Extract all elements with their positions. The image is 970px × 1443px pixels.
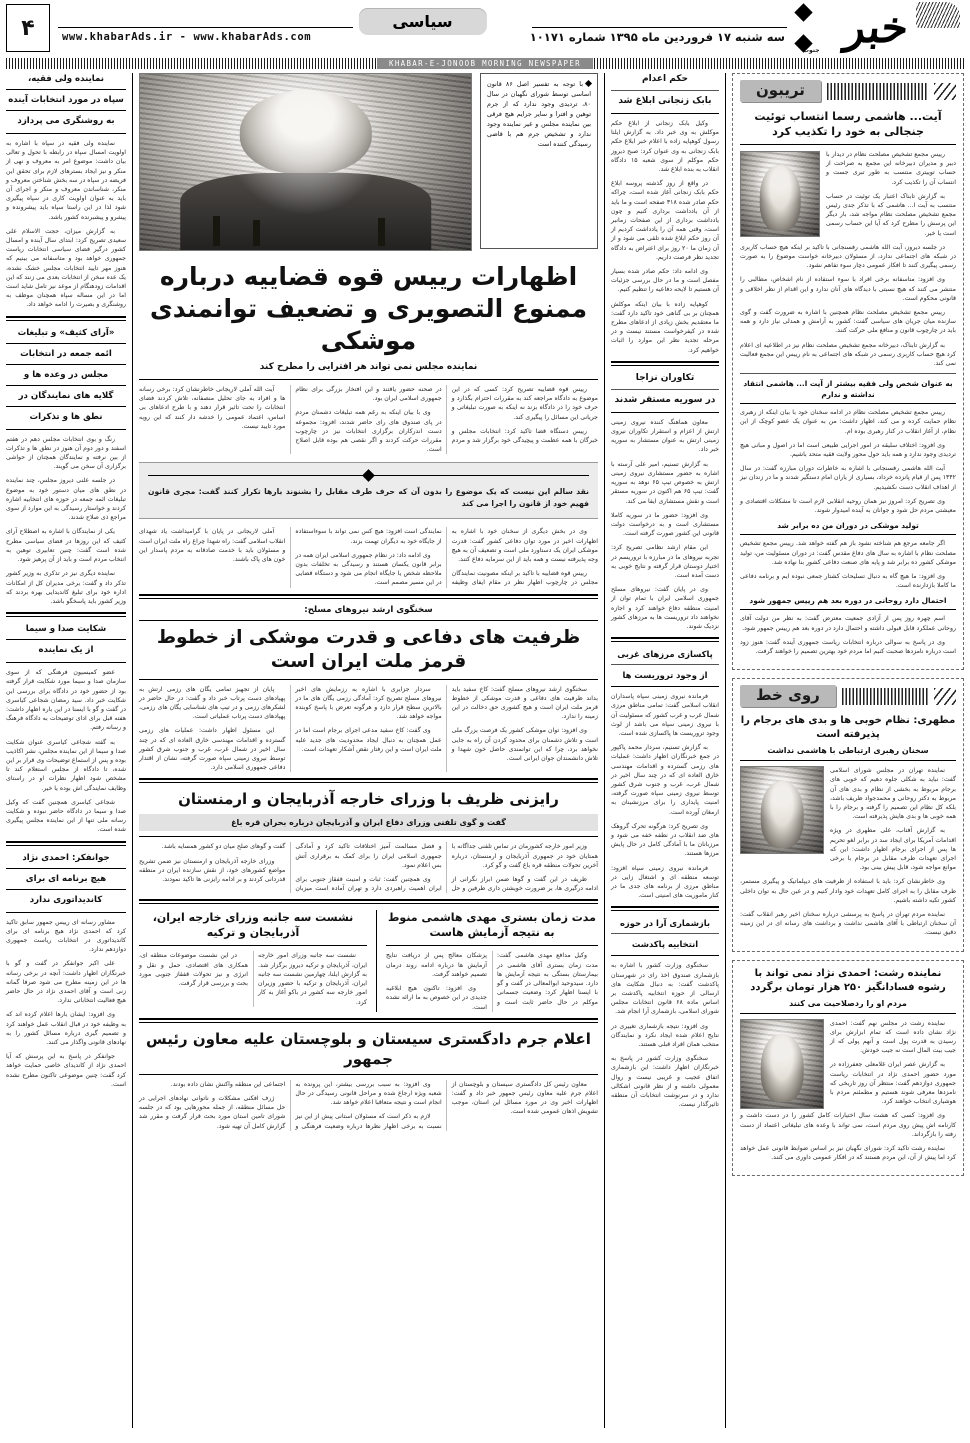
recount-body [611,961,719,1109]
paragraph: وزیر امور خارجه کشورمان در تماس تلفنی جداگانه با همتایان خود در جمهوری آذربایجان و ارمنستان، درباره آخرین تحولات منطقه قره باغ گفت و گو کرد. [451,843,598,869]
paragraph: وی تصریح کرد: امروز نیز همان روحیه انقلابی لازم است تا مشکلات اقتصادی و معیشتی مردم حل شود و جوانان به آینده امیدوار شوند. [740,497,956,515]
paragraph: رییس مجمع تشخیص مصلحت نظام در دیدار با دبیر و مدیران دبیرخانه این مجمع به صراحت از حساب توییتری منتسب به طور تبری جست و انتساب آن را تکذیب کرد. [826,151,956,186]
news-brief [611,648,719,900]
paragraph: این مقام ارشد نظامی تصریح کرد: تجربه نیروهای ما در مبارزه با تروریسم در اختیار دوستان قرار گرفته و نتایج خوبی به دست آمده است. [611,544,719,579]
left-sidebar [6,73,126,1428]
paragraph: نماینده تهران در مجلس شورای اسلامی گفت: نباید به شکلی جلوه دهیم که خوبی های برجام مربوط به بخشی از نظام و بدی های آن مربوط به دکتر روحانی و محمدجواد ظریف باشد، بلکه کل نظام این تصمیم را گرفته و برجام را با همه خوبی ها و بدی هایش پذیرفته است. [830,767,956,821]
javanfekr-title-3[interactable]: کاندیداتوری ندارد [29,894,103,905]
paragraph: وزرای خارجه آذربایجان و ارمنستان نیز ضمن تشریح مواضع کشورهای خود، از نقش سازنده ایران در منطقه قدردانی کردند و بر ادامه رایزنی ها تاکید نمودند. [139,857,286,884]
dirty-votes-title-1[interactable]: «آرای کثیف» و تبلیغات [6,327,126,344]
tribune-sub1-title[interactable]: به عنوان شخص ولی فقیه بیشتر از آیت ا... هاشمی انتقاد نداشته و ندارم [740,378,956,404]
paragraph: ژرف افکنی مشکلات و ناتوانی نهادهای اجرایی در حل مسائل منطقه، از جمله محورهایی بود که در جلسه شورای تامین استان مورد بحث قرار گرفت و مقرر شد گزارش کامل آن تهیه شود. [139,1094,286,1130]
paragraph: کوهپایه زاده با بیان اینکه موکلش همچنان بر بی گناهی خود تاکید دارد گفت: ما معتقدیم بخش زیادی از ادعاهای مطرح شده در کیفرخواست مستند نیست و در مرحله تجدید نظر این موارد را اثبات خواهیم کرد. [611,300,719,354]
tribune-body [826,150,956,243]
main-content-column [139,73,598,1428]
paragraph: به گزارش آفتاب، علی مطهری در ویژه اقدامات آمریکا برای ایجاد سد در برابر لغو تحریم ها پس از اجرای برجام اظهار داشت: این که اجرای تعهدات طرف مقابل در برجام با برخی موانع مواجه شود، قابل پیش بینی بود. [830,827,956,872]
band-label: KHABAR-E-JONOOB MORNING NEWSPAPER [377,58,593,69]
paragraph: در جلسه دیروز، آیت الله هاشمی رفسنجانی با تاکید بر اینکه هیچ حساب کاربری در شبکه های اجتماعی ندارد، از مسئولان دبیرخانه خواست موضوع را به صورت رسمی پیگیری کنند تا افکار عمومی دچار سوء تفاهم نشود. [740,243,956,270]
motahari-headline[interactable]: مطهری: نظام خوبی ها و بدی های برجام را پذیرفته است [740,715,956,741]
divider [6,429,126,430]
divider [6,316,126,321]
paragraph: معاون رئیس کل دادگستری سیستان و بلوچستان از اعلام جرم علیه معاون رئیس جمهور خبر داد و گفت: اظهارات اخیر وی در مورد مسائل این استان، موجب تشویش اذهان عمومی شده است. [451,1080,598,1116]
rasht-portrait-photo [740,1019,824,1109]
paragraph: عضو کمیسیون فرهنگی که از سوی سازمان صدا و سیما مورد شکایت قرار گرفته بود از حضور خود در دادگاه برای بررسی این شکایت خبر داد. سید رمضان شجاعی کیاسری در گفت و گو با ایسنا در این باره اظهار داشت: هفته قبل برای ادای توضیحات به دادگاه فرهنگ و رسانه رفتم. [6,669,126,732]
masthead [6,0,964,56]
page-number: ۴ [6,4,50,52]
dirty-votes-title-4[interactable]: گلایه های نمایندگان در [6,390,126,407]
justice-headline[interactable]: اعلام جرم دادگستری سیستان و بلوچستان علیه معاون رئیس جمهور [146,1029,591,1068]
paragraph: اسم چهره روز پس از آزادی جمعیت معترض گفت: به نظر من دولت آقای روحانی عملکرد قابل قبولی داشته و احتمال دارد در دوره بعد هم رییس جمهور شود. [740,615,956,632]
divider [611,637,719,642]
zanjani-title-line2[interactable]: بابک زنجانی ابلاغ شد [618,96,712,106]
divider [611,664,719,665]
paragraph: وی افزود: متاسفانه برخی افراد با سوء استفاده از نام اشخاص، مطالبی را منتشر می کنند که هیچ نسبتی با دیدگاه های آنان ندارد و این اقدام از نظر اخلاقی و قانونی محکوم است. [740,276,956,302]
tribune-sub2-title[interactable]: تولید موشکی در دوران من ده برابر شد [740,520,956,535]
divider [611,906,719,911]
tribune-flag [740,80,956,102]
paragraph: به گزارش تسنیم، سردار محمد پاکپور در جمع خبرنگاران اظهار داشت: عملیات های رزمی گسترده و اقدامات مهندسی خارق العاده ای که در چند سال اخیر در شمال غرب، غرب و جنوب شرق کشور توسط نیروی زمینی سپاه صورت گرفته، امنیت پایداری را برای مرزنشینان به ارمغان آورده است. [611,744,719,816]
paragraph: وی افزود: اختلاف سلیقه در امور اجرایی طبیعی است اما در اصول و مبانی هیچ تردیدی وجود ندارد و همه باید حول محور ولایت فقیه متحد باشیم. [740,441,956,459]
news-brief [611,73,719,355]
newspaper-logo [789,0,964,56]
issue-date-line: سه شنبه ۱۷ فروردین ماه ۱۳۹۵ شماره ۱۰۱۷۱ [529,30,785,44]
left-item [6,327,126,606]
divider [139,620,598,621]
lead-body-bottom [139,527,598,587]
left-item [6,852,126,1089]
divider [139,899,598,904]
lead-photo [139,73,472,251]
takavaran-title-line2[interactable]: در سوریه مستقر شدند [614,394,716,405]
trilateral-body [139,951,367,1006]
paragraph: معاون هماهنگ کننده نیروی زمینی ارتش از اعزام و استقرار تکاوران نیروی زمینی ارتش به عنوان مستشار به سوریه خبر داد. [611,418,719,454]
lead-photo-caption [480,73,598,249]
takavaran-body [611,418,719,631]
zarif-subhead-strip [139,814,598,831]
divider [740,373,956,374]
dirty-votes-title-3[interactable]: مجلس در وعده ها و [6,369,126,386]
divider [611,686,719,687]
divider [6,612,126,617]
paragraph: این مسئول اظهار داشت: عملیات های رزمی گسترده و اقدامات مهندسی خارق العاده ای که در چند سال اخیر در شمال غرب، غرب و جنوب شرق کشور توسط نیروی زمینی سپاه صورت گرفته، نشان از اقتدار دفاعی جمهوری اسلامی دارد. [139,727,286,772]
paragraph: فرمانده نیروی زمینی سپاه افزود: توسعه منطقه ای و اشتغال زایی در مناطق مرزی از برنامه های جدی ما در کنار ماموریت های امنیتی است. [611,864,719,900]
paragraph: وی ادامه داد: حکم صادر شده بسیار مفصل است و ما در حال بررسی جزئیات آن هستیم تا لایحه دفاعیه را تنظیم کنیم. [611,268,719,294]
irib-complaint-body [6,668,126,834]
pullquote-diamond-icon [148,471,589,480]
divider [740,144,956,145]
paragraph: وی افزود: کسی که هشت سال اختیارات کامل کشور را در دست داشت و کارنامه اش پیش روی مردم است، نمی تواند با وعده های تبلیغاتی اعتماد از دست رفته را بازگرداند. [740,1112,956,1138]
divider [6,662,126,663]
recount-title-line2[interactable]: انتخابیه پاکدشت [631,939,699,950]
divider [139,594,598,599]
roye-khat-section [732,678,964,951]
lead-story [139,73,598,588]
divider [139,778,598,783]
javanfekr-body [6,918,126,1089]
recount-title-line1[interactable]: بازشماری آرا در حوزه [619,918,711,929]
justice-story [139,1029,598,1131]
motahari-portrait-photo [740,766,824,854]
paragraph: نماینده مردم تهران در پاسخ به پرسشی درباره سخنان اخیر رهبر انقلاب گفت: آن سخنان ارتباطی با آقای هاشمی نداشت و برداشت های رسانه ای در این زمینه دقیق نیست. [740,910,956,937]
paragraph: سردار جزایری با اشاره به رزمایش های اخیر نیروهای مسلح تصریح کرد: آمادگی رزمی یگان های ما در بالاترین سطح قرار دارد و هرگونه تعرض با پاسخ کوبنده مواجه خواهد شد. [295,685,442,721]
paragraph: آیت الله هاشمی رفسنجانی با اشاره به خاطرات دوران مبارزه گفت: در سال ۱۳۴۲ پس از قیام پانزده خرداد، بسیاری از یاران امام دستگیر شدند و ما در زندان نیز از اهداف انقلاب دست نکشیدیم. [740,465,956,491]
paragraph: وی افزود: توان موشکی کشور یک فرصت بزرگ ملی است و تلاش دشمنان برای محدود کردن آن راه به جایی نخواهد برد، چرا که این توانمندی حاصل خون شهدا و تلاش دانشمندان جوان ایرانی است. [451,727,598,763]
column-divider [132,73,133,1428]
zarif-subhead: گفت و گوی تلفنی وزرای دفاع ایران و آذربایجان درباره بحران قره باغ [231,818,506,828]
hashemi-brief [386,910,598,1011]
website-urls[interactable]: www.khabarAds.ir - www.khabarAds.com [62,31,312,43]
tribune-sub3-title[interactable]: احتمال دارد روحانی در دوره بعد هم رییس جمهور شود [740,595,956,610]
paragraph: آیت الله آملی لاریجانی خاطرنشان کرد: برخی رسانه ها و افراد به جای تحلیل منصفانه، تلاش کردند فضای انتخابات را تحت تاثیر قرار دهند و با طرح ادعاهای بی اساس، اعتماد عمومی را خدشه دار کنند که این رویه مورد تایید نیست. [139,386,286,430]
paragraph: پایان از تجهیز تمامی یگان های رزمی ارتش به پهپادهای دست پرتاب خبر داد و گفت: در حال حاضر در لشکرهای رزمی و در تیپ های شناسایی یگان های رزمی، پهپادهای دست پرتاب عملیاتی است. [139,685,286,721]
divider [611,113,719,114]
paragraph: وی تصریح کرد: هرگونه تحرک گروهک های ضد انقلاب در نطفه خفه می شود و مرزبانان ما با آمادگی کامل در حال پایش مرزها هستند. [611,822,719,858]
paragraph: وی افزود: تاکنون هیچ ابلاغیه جدیدی در این خصوص به ما ارائه نشده است. [386,985,487,1011]
tribune-sub2-body [740,539,956,590]
two-brief-row [139,910,598,1011]
paragraph: به گزارش تابناک، دبیرخانه مجمع تشخیص مصلحت نظام نیز در اطلاعیه ای اعلام کرد هیچ حساب کاربری رسمی در شبکه های اجتماعی به نام رییس این مجمع فعالیت نمی کند. [740,341,956,368]
divider [740,1013,956,1014]
brief-divider [376,910,377,1011]
divider [611,412,719,413]
page-grid [6,73,964,1428]
rasht-headline[interactable]: نماینده رشت: احمدی نژاد نمی تواند با رشوه فسادانگیز ۲۵۰ هزار تومان برگردد [750,967,946,993]
flag-hatch-icon [827,83,928,100]
tribune-section [732,73,964,670]
trilateral-brief [139,910,367,1011]
motahari-body-cont [740,877,956,937]
divider [139,379,598,380]
paragraph: سخنگوی ارشد نیروهای مسلح گفت: کاخ سفید باید بداند ظرفیت های دفاعی و قدرت موشکی از خطوط قرمز ملت ایران است و هیچ کشوری حق دخالت در این زمینه را ندارد. [451,685,598,721]
narrow-news-column [611,73,719,1428]
rasht-mp-section [732,960,964,1177]
paragraph: وی ادامه داد: در نظام جمهوری اسلامی ایران همه در برابر قانون یکسان هستند و رسیدگی به تخلفات بدون ملاحظه شخص یا جایگاه انجام می شود و دستگاه قضایی در این مسیر مصمم است. [295,551,442,587]
logo-subtitle: جنوب [803,47,820,54]
zarif-story [139,789,598,893]
left-item [6,73,126,310]
divider [139,1018,598,1023]
paragraph: نشست سه جانبه وزرای امور خارجه ایران، آذربایجان و ترکیه دیروز برگزار شد. به گزارش ایلنا، چهارمین نشست سه جانبه ایران، آذربایجان و ترکیه با حضور وزیران امور خارجه سه کشور در باکو آغاز به کار کرد. [258,952,367,1006]
paragraph: یکی از نمایندگان با اشاره به اصطلاح آرای کثیف که این روزها در فضای سیاسی مطرح شده است گفت: چنین تعابیری توهین به انتخاب مردم است و باید از آن پرهیز شود. [6,528,126,564]
divider [6,841,126,846]
takavaran-title-line1[interactable]: تکاوران نزاجا [635,372,695,383]
paragraph: نماینده رشت در مجلس نهم گفت: احمدی نژاد نشان داده است که تمام ابزارش برای رسیدن به قدرت پول است و آنهم پولی که از جیب بیت المال است نه جیب خودش. [830,1019,956,1055]
news-brief [611,372,719,631]
column-divider [604,73,605,1428]
paragraph: وی با بیان اینکه به رغم همه تبلیغات دشمنان مردم در پای صندوق های رای حاضر شدند، افزود: مجموعه دست اندرکاران برگزاری انتخابات نیز در چارچوب مقررات حرکت کردند و اگر نقصی هم بوده قابل اصلاح است. [295,409,442,454]
borders-title-line2[interactable]: از وجود تروریست ها [622,670,708,681]
defense-headline[interactable]: ظرفیت های دفاعی و قدرت موشکی از خطوط قرمز ملت ایران است [156,626,581,672]
logo-title: خبر [842,3,911,53]
motahari-subhead: سخنان رهبری ارتباطی با هاشمی نداشت [767,746,929,756]
divider [611,361,719,366]
masthead-rule-right [532,27,787,28]
paragraph: نماینده ولی فقیه در سپاه با اشاره به اولویت امسال سپاه در رابطه با تحول و تعالی بیان داشت: موضوع امر به معروف و نهی از منکر و نیز ایجاد بسترهای لازم برای تحقق این فریضه در سپاه در سه بخش شناختن معروف و منکر، شناساندن معروف و منکر و اجرای آن باید به عنوان اولویت کاری در سپاه پیگیری شود لذا در این راستا سپاه باید پیشرونده و پیشرو و پیشبرنده کشور باشد. [6,140,126,221]
divider [139,679,598,680]
divider [6,912,126,913]
right-sidebar [732,73,964,1428]
rasht-body [830,1019,956,1112]
paragraph: به گزارش تابناک اعتبار یک توئیت در حساب منتسب به آیت ا... هاشمی که با تذکر جدی رئیس مجمع تشخیص مصلحت نظام مواجه شد، بار دیگر این پرسش را مطرح کرد که آیا این حساب رسمی است یا خیر. [826,192,956,237]
roye-khat-flag [740,685,956,707]
paragraph: نماینده رشت تاکید کرد: شورای نگهبان نیز بر اساس ضوابط قانونی عمل خواهد کرد اما پیش از آن، این مردم هستند که در افکار عمومی داوری می کنند. [740,1145,956,1162]
paragraph: به گفته شجاعی کیاسری عنوان شکایت صدا و سیما از این نماینده مجلس، نشر اکاذیب بوده و پس از استماع توضیحات وی قرار بر این شده، تا دادگاه از مجلس استعلام کند تا مشخص شود اظهار نظرات او در راستای وظایف نمایندگی اش بوده یا خیر. [6,738,126,792]
paragraph: سخنگوی وزارت کشور با اشاره به بازشماری صندوق اخذ رای در شهرستان پاکدشت گفت: به دنبال شکایت های ارسالی از حوزه انتخابیه پاکدشت بر اساس ماده ۶۸ قانون انتخابات مجلس شورای اسلامی، بازشماری آرا انجام شد. [611,962,719,1016]
tribune-flag-label: تریبون [740,80,821,102]
vali-faqih-title-3[interactable]: به روشنگری می پردازد [17,116,115,126]
rasht-body-cont [740,1111,956,1162]
hashemi-body [386,951,598,1011]
paragraph: به گزارش عصر ایران غلامعلی جعفرزاده در مورد حضور احمدی نژاد در انتخابات ریاست جمهوری دوازدهم گفت: منتظر آن روز تاریخی که نامزدها معرفی شوند هستیم و مطمئنم مردم با هوشیاری انتخاب خواهند کرد. [830,1061,956,1106]
caption-bullet-icon [585,80,592,87]
paragraph: فرمانده نیروی زمینی سپاه پاسداران انقلاب اسلامی گفت: تمامی مناطق مرزی شمال غرب و غرب کشور که مسئولیت آن با نیروی زمینی سپاه می باشد از لوث وجود تروریست ها پاکسازی شده است. [611,693,719,737]
motahari-body [830,766,956,877]
paragraph: علی اکبر جوانفکر در گفت و گو با خبرنگاران اظهار داشت: آنچه در برخی رسانه ها در این زمینه مطرح می شود صرفا گمانه زنی است و آقای احمدی نژاد در حال حاضر هیچ فعالیت انتخاباتی ندارد. [6,960,126,1005]
paragraph: رییس قوه قضاییه تصریح کرد: کسی که در این موضوع به دادگاه مراجعه کند به مقررات احترام بگذارد و حرف خود را در دادگاه بزند نه اینکه به صورت تبلیغاتی و جریانی این مسائل را پیگیری کند. [451,386,598,421]
paragraph: وکیل مدافع مهدی هاشمی گفت: مدت زمان بستری آقای هاشمی در بیمارستان بستگی به نتیجه آزمایش ها دارد. سیدوحید ابوالمعالی در گفت و گو با ایسنا اظهار کرد: وضعیت جسمانی موکلم در حال حاضر ثابت است و پزشکان معالج پس از دریافت نتایج آزمایش ها درباره ادامه روند درمان تصمیم خواهند گرفت. [386,952,598,1006]
divider [386,945,598,946]
tribune-sub3-body [740,614,956,656]
divider [611,933,719,934]
flag-tail-icon [934,688,956,705]
masthead-center [56,0,789,56]
defense-story [139,605,598,773]
caption-text: با توجه به تفسیر اصل ۸۶ قانون اساسی توسط شورای نگهبان در سال ۸۰، تردیدی وجود ندارد که از جرم توهین و افترا و سایر جرایم هیچ فرقی بین نماینده مجلس و غیر نماینده وجود ندارد و تشخیص جرم هم با قاضی رسیدگی کننده است [487,80,591,148]
paragraph: ظریف در این گفت و گوها ضمن ابراز نگرانی از ادامه درگیری ها، بر ضرورت خویشتن داری طرفین و حل و فصل مسالمت آمیز اختلافات تاکید کرد و آمادگی جمهوری اسلامی ایران را برای کمک به برقراری آتش بس اعلام نمود. [295,843,598,893]
roye-khat-flag-label: روی خط [740,685,836,707]
paragraph: آملی لاریجانی در پایان با گرامیداشت یاد شهدای انقلاب اسلامی گفت: راه شهدا چراغ راه ملت ایران است و مسئولان باید با خدمت صادقانه به مردم پاسدار این خون های پاک باشند. [139,528,286,564]
paragraph: به گزارش میزان، حجت الاسلام علی سعیدی تصریح کرد: ابتدای سال آینده و امسال کشور درگیر فضای سیاسی انتخابات ریاست جمهوری خواهد بود و متاسفانه می بینیم که هنوز مهر تایید انتخابات مجلس خشک نشده، یک عده سخن از انتخابات بعدی می زنند که این اقدامات زودهنگام از موعد نیز تامل شاید است اما در این مساله سپاه همچنان موظف به روشنگری و بصیرت را ادامه خواهد داد. [6,227,126,309]
tribune-portrait-photo [740,151,820,237]
paragraph: سخنگوی وزارت کشور در پاسخ به خبرنگاران اظهار داشت: این بازشماری اتفاق عجیب و غریبی نیست و روال معمولی داشته و از نظر قانونی اشکالی ندارد و در سرنوشت انتخابات آن منطقه تاثیرگذار نیست. [611,1055,719,1109]
left-item [6,623,126,834]
lead-headline[interactable]: اظهارات رییس قوه قضاییه درباره ممنوع التصویری و تضعیف توانمندی موشکی [149,262,588,355]
defense-kicker: سخنگوی ارشد نیروهای مسلح: [304,604,433,615]
paragraph: وی در پاسخ به سوالی درباره انتخابات ریاست جمهوری آینده گفت: هنوز زود است درباره نامزدها صحبت کنیم اما مردم خود بهترین تصمیم را خواهند گرفت. [740,638,956,655]
paragraph: لازم به ذکر است که مسئولان استانی پیش از این نیز نسبت به برخی اظهار نظرها درباره وضعیت فرهنگی و اجتماعی این منطقه واکنش نشان داده بودند. [170,1080,442,1130]
paragraph: وکیل بابک زنجانی از ابلاغ حکم موکلش به وی خبر داد. به گزارش ایلنا رسول کوهپایه زاده با اعلام خبر ابلاغ حکم بابک زنجانی به وی عنوان کرد: صبح دیروز حکم موکلم از سوی شعبه ۱۵ دادگاه انقلاب به بنده ابلاغ شد. [611,120,719,174]
paragraph: در جلسه علنی دیروز مجلس، چند نماینده در نطق های میان دستور خود به موضوع تبلیغات ائمه جمعه در حوزه های انتخابیه اشاره کردند و خواستار رسیدگی به این موارد از سوی مراجع ذی صلاح شدند. [6,477,126,522]
zarif-body [139,842,598,893]
flag-hatch-icon [842,688,928,705]
paragraph: وی افزود: حضور ما در سوریه کاملا مستشاری است و به درخواست دولت قانونی این کشور صورت گرفته است. [611,511,719,538]
section-name-chip: سیاسی [358,8,486,35]
defense-body [139,685,598,773]
paragraph: وی گفت: کاخ سفید مدعی اجرای برجام است اما در عمل همچنان به دنبال ایجاد محدودیت های جدید علیه ملت ایران است و این رفتار نقض آشکار تعهدات است. [295,727,442,753]
paragraph: وی افزود: نتیجه بازشماری تغییری در نتایج اعلام شده ایجاد نکرد و نمایندگان منتخب همان افراد قبلی هستند. [611,1022,719,1049]
flag-tail-icon [934,83,956,100]
dirty-votes-title-2[interactable]: ائمه جمعه در انتخابات [6,348,126,365]
paragraph: وی افزود: ایشان بارها اعلام کرده اند که به وظیفه خود در قبال انقلاب عمل خواهند کرد و تصمیم گیری درباره مسائل کشور را به نهادهای قانونی واگذار می کنند. [6,1011,126,1046]
lead-pullquote [139,462,598,519]
paragraph: اگر جامعه مرجع هم شناخته نشود باز هم گفته خواهد شد. رییس مجمع تشخیص مصلحت نظام با اشاره به سال های دفاع مقدس گفت: در دوران مسئولیت من، تولید موشکی کشور ده برابر شد و پایه های صنعت دفاعی کشور بنا نهاده شد. [740,540,956,566]
paragraph: وی افزود: ما هیچ گاه به دنبال تسلیحات کشتار جمعی نبوده ایم و برنامه دفاعی ما کاملا بازدارنده است. [740,572,956,590]
paragraph: رییس دستگاه قضا تاکید کرد: انتخابات مجلس و خبرگان با همه عظمت و پیچیدگی خود برگزار شد و مردم در صحنه حضور یافتند و این افتخار بزرگی برای نظام جمهوری اسلامی ایران بود. [295,386,598,445]
paragraph: به گزارش تسنیم، امیر علی آرسته با اشاره به حضور مستشاری نیروی زمینی ارتش به خصوص تیپ ۶۵ نوهد به سوریه گفت: تیپ ۶۵ هم اکنون در سوریه مستقر است و نقش مستشاری ایفا می کند. [611,460,719,505]
divider [6,133,126,134]
dirty-votes-title-5[interactable]: نطق ها و تذکرات [29,411,103,422]
divider [611,389,719,390]
paragraph: جوانفکر در پاسخ به این پرسش که آیا احمدی نژاد از کاندیدای خاصی حمایت خواهد کرد گفت: چنین موضوعی تاکنون مطرح نشده است. [6,1053,126,1088]
irib-complaint-title-1[interactable]: شکایت صدا و سیما [6,623,126,640]
borders-body [611,692,719,900]
trilateral-headline[interactable]: نشست سه جانبه وزرای خارجه ایران، آذربایجان و ترکیه [152,911,354,940]
paragraph: وی خاطرنشان کرد: باید با استفاده از ظرفیت های دیپلماتیک و پیگیری مستمر، طرف مقابل را به اجرای کامل تعهدات خود وادار کنیم و در عین حال به توان داخلی کشور تکیه داشته باشیم. [740,878,956,904]
paragraph: وی افزود: به سبب بررسی بیشتر، این پرونده به شعبه ویژه ارجاع شده و مراحل قانونی رسیدگی در حال انجام است و نتیجه متعاقبا اعلام خواهد شد. [295,1080,442,1107]
tribune-headline[interactable]: آیت... هاشمی رسما انتساب توئیت جنجالی به خود را تکذیب کرد [754,110,942,138]
paragraph: رییس مجمع تشخیص مصلحت نظام در ادامه سخنان خود با بیان اینکه از رهبری نظام حمایت کرده و می کند، اظهار داشت: من به عنوان یک عضو کوچک از این نظام، از آغاز انقلاب در کنار رهبری بوده ام. [740,409,956,435]
javanfekr-title-2[interactable]: هیچ برنامه ای برای [6,873,126,890]
vali-faqih-title-2[interactable]: سپاه در مورد انتخابات آینده [6,94,126,111]
paragraph: وی همچنین گفت: ثبات و امنیت قفقاز جنوبی برای ایران اهمیت راهبردی دارد و تهران آماده است میزبان گفت و گوهای صلح میان دو کشور همسایه باشد. [161,843,442,893]
masthead-rule-left [58,27,353,28]
divider [139,945,367,946]
paragraph: نماینده دیگری نیز در تذکری به وزیر کشور تذکر داد و گفت: برخی مدیران کل از امکانات اداره خود برای تبلیغ کاندیدایی بهره بردند که وزیر کشور باید پاسخگو باشد. [6,570,126,605]
paragraph: رییس مجمع تشخیص مصلحت نظام همچنین با اشاره به ضرورت گفت و گوی سازنده میان جریان های سیاسی گفت: کشور به آرامش و همدلی نیاز دارد و همه باید در چارچوب قانون و منافع ملی حرکت کنند. [740,309,956,335]
javanfekr-title-1[interactable]: جوانفکر: احمدی نژاد [6,852,126,869]
masthead-band [6,58,964,69]
paragraph: مشاور رسانه ای رییس جمهور سابق تاکید کرد که احمدی نژاد هیچ برنامه ای برای کاندیداتوری در انتخابات ریاست جمهوری دوازدهم ندارد. [6,918,126,954]
divider [611,90,719,91]
paragraph: رییس قوه قضاییه با تاکید بر اینکه مصونیت نمایندگان مجلس در چارچوب اظهار نظر در مقام ایفای وظیفه نمایندگی است افزود: هیچ کس نمی تواند با سوءاستفاده از جایگاه خود به دیگران تهمت بزند. [295,528,598,587]
tribune-sub1-body [740,408,956,515]
hashemi-headline[interactable]: مدت زمان بستری مهدی هاشمی منوط به نتیجه آزمایش هاست [388,911,596,940]
paragraph: وی در بخش دیگری از سخنان خود با اشاره به اظهارات اخیر در مورد توان دفاعی کشور گفت: قدرت موشکی ایران یک دستاورد ملی است و تضعیف آن به هیچ وجه پذیرفته نیست و همه باید از این سرمایه دفاع کنند. [451,528,598,564]
pullquote-text: نقد سالم این نیست که یک موضوع را بدون آن که حرف طرف مقابل را بشنوند بارها تکرار کنند گفت: مجری قانون فهیم خود از قانون را اجرا می کند [148,487,589,509]
lead-subhead: نماینده مجلس نمی تواند هر افترایی را مطرح کند [259,362,478,372]
lead-body-top [139,385,598,454]
news-brief [611,917,719,1109]
paragraph: رنگ و بوی انتخابات مجلس دهم در هفتم اسفند و دور دوم آن هنوز در نطق ها و تذکرات از بین نرفته و نمایندگان همچنان از حواشی برگزاری آن سخن می گویند. [6,435,126,471]
dirty-votes-body [6,435,126,606]
paragraph: شجاعی کیاسری همچنین گفت که وکیل صدا و سیما در دادگاه حاضر نبوده و شکایت رسانه ملی تنها از این نماینده مجلس پیگیری شده است. [6,798,126,834]
divider [740,760,956,761]
justice-body [139,1080,598,1131]
zanjani-body [611,119,719,355]
zarif-headline[interactable]: رایزنی ظریف با وزرای خارجه آذربایجان و ارمنستان [178,790,559,809]
irib-complaint-title-2[interactable]: از یک نماینده [38,645,94,656]
paragraph: وی در پایان گفت: نیروهای مسلح جمهوری اسلامی ایران با تمام توان از امنیت منطقه دفاع خواهند کرد و اجازه نخواهند داد تروریست ها به مرزهای کشور نزدیک شوند. [611,586,719,630]
vali-faqih-title-1[interactable]: نماینده ولی فقیه، [6,73,126,90]
paragraph: در واقع از روز گذشته پروسه ابلاغ حکم بابک زنجانی آغاز شده است، چراکه حکم صادر شده ۳۱۸ صفحه است و ما باید از آن یادداشت برداری کنیم و چون یادداشت برداری از این صفحات زمانبر است، وقتی همه آن را یادداشت کردیم از آن روز حکم ابلاغ شده تلقی می شود و از آن زمان ما ۲۰ روز برای اعتراض به دادگاه تجدید نظر فرصت داریم. [611,180,719,261]
borders-title-line1[interactable]: پاکسازی مرزهای غربی [617,649,713,660]
vali-faqih-body [6,139,126,310]
divider [139,836,598,837]
column-divider [725,73,726,1428]
divider [139,1074,598,1075]
paragraph: در این نشست موضوعات منطقه ای، همکاری های اقتصادی، حمل و نقل و انرژی و نیز تحولات قفقاز جنوبی مورد بحث و بررسی قرار گرفت. [139,952,248,988]
zanjani-title-line1[interactable]: حکم اعدام [641,74,689,84]
tribune-body-cont [740,243,956,368]
rasht-subhead: مردم او را ردصلاحیت می کنند [789,998,907,1008]
divider [611,955,719,956]
